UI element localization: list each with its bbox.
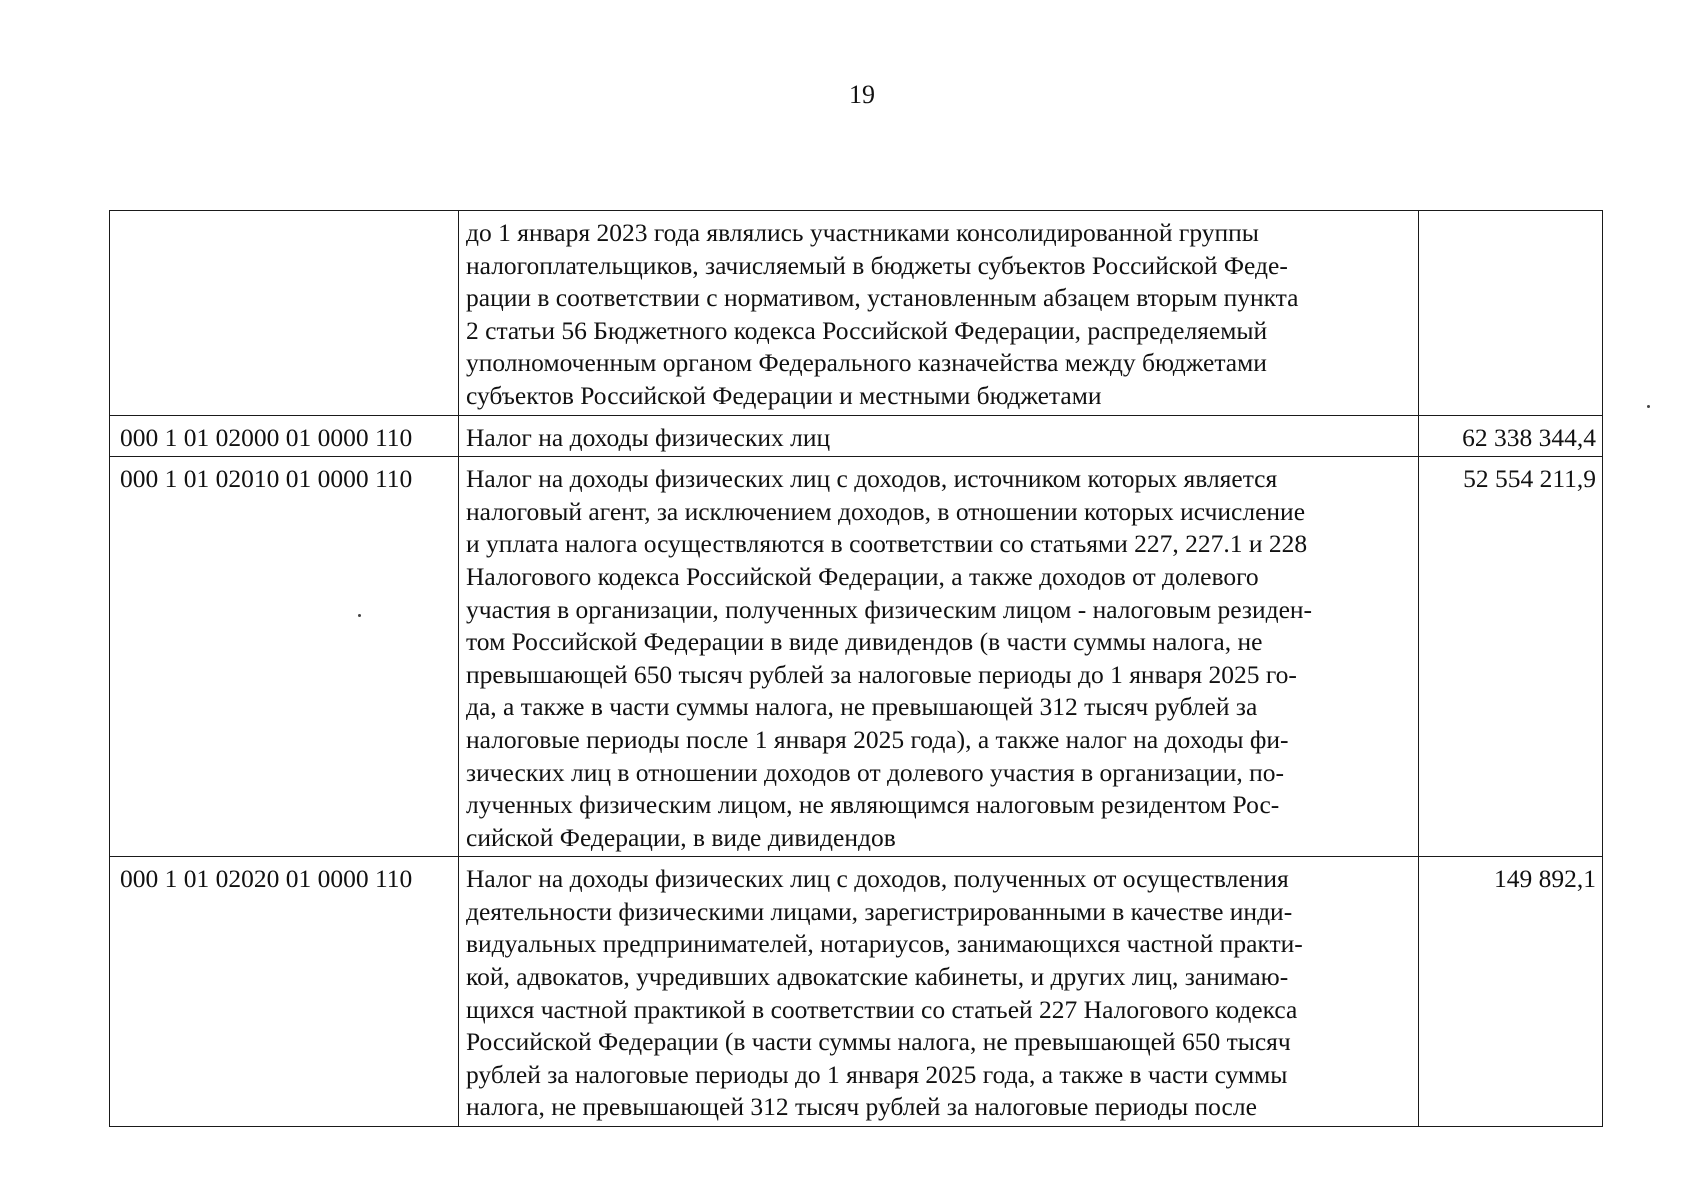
text-line: сийской Федерации, в виде дивидендов — [466, 822, 896, 852]
text-line: налоговый агент, за исключением доходов, в отношении которых исчисление — [466, 496, 1306, 526]
amount: 149 892,1 — [1419, 857, 1603, 1127]
text-line: том Российской Федерации в виде дивидендов (в части суммы налога, не — [466, 627, 1263, 657]
text-line: зических лиц в отношении доходов от долевого участия в организации, по- — [466, 757, 1285, 787]
text-line: уполномоченным органом Федерального казначейства между бюджетами — [466, 348, 1267, 378]
amount: 52 554 211,9 — [1419, 457, 1603, 857]
revenue-name — [459, 457, 1419, 857]
text-line: участия в организации, полученных физическим лицом - налоговым резиден- — [466, 594, 1313, 624]
revenue-name — [459, 857, 1419, 1127]
text-line: Налог на доходы физических лиц с доходов, источником которых является — [466, 464, 1278, 494]
text-line: лученных физическим лицом, не являющимся налоговым резидентом Рос- — [466, 790, 1280, 820]
classification-code: 000 1 01 02000 01 0000 110 — [110, 415, 459, 457]
text-line: превышающей 650 тысяч рублей за налоговые периоды до 1 января 2025 го- — [466, 659, 1297, 689]
text-line: Налог на доходы физических лиц — [466, 422, 831, 452]
text-line: и уплата налога осуществляются в соответствии со статьями 227, 227.1 и 228 — [466, 529, 1308, 559]
classification-code — [110, 211, 459, 416]
page-number: 19 — [849, 80, 875, 109]
text-line: Налог на доходы физических лиц с доходов, полученных от осуществления — [466, 864, 1289, 894]
amount — [1419, 211, 1603, 416]
text-line: кой, адвокатов, учредивших адвокатские кабинеты, и других лиц, занимаю- — [466, 962, 1289, 992]
classification-code: 000 1 01 02010 01 0000 110 — [110, 457, 459, 857]
text-line: 2 статьи 56 Бюджетного кодекса Российской Федерации, распределяемый — [466, 315, 1268, 345]
table-row — [110, 415, 1603, 457]
revenue-name — [459, 211, 1419, 416]
table-row — [110, 857, 1603, 1127]
text-line: субъектов Российской Федерации и местными бюджетами — [466, 380, 1102, 410]
text-line: до 1 января 2023 года являлись участниками консолидированной группы — [466, 218, 1259, 247]
scan-speck — [358, 614, 361, 617]
budget-revenue-table — [109, 210, 1603, 1127]
table-row — [110, 457, 1603, 857]
amount: 62 338 344,4 — [1419, 415, 1603, 457]
table-row — [110, 211, 1603, 416]
text-line: налоговые периоды после 1 января 2025 года), а также налог на доходы фи- — [466, 724, 1289, 754]
classification-code: 000 1 01 02020 01 0000 110 — [110, 857, 459, 1127]
text-line: налога, не превышающей 312 тысяч рублей за налоговые периоды после — [466, 1092, 1257, 1122]
text-line: Российской Федерации (в части суммы налога, не превышающей 650 тысяч — [466, 1027, 1291, 1057]
text-line: видуальных предпринимателей, нотариусов, занимающихся частной практи- — [466, 929, 1303, 959]
text-line: щихся частной практикой в соответствии со статьей 227 Налогового кодекса — [466, 994, 1298, 1024]
text-line: рублей за налоговые периоды до 1 января 2025 года, а также в части суммы — [466, 1059, 1288, 1089]
text-line: да, а также в части суммы налога, не превышающей 312 тысяч рублей за — [466, 692, 1258, 722]
text-line: Налогового кодекса Российской Федерации, а также доходов от долевого — [466, 561, 1259, 591]
revenue-name — [459, 415, 1419, 457]
text-line: налогоплательщиков, зачисляемый в бюджеты субъектов Российской Феде- — [466, 250, 1288, 280]
text-line: рации в соответствии с нормативом, установленным абзацем вторым пункта — [466, 283, 1299, 313]
text-line: деятельности физическими лицами, зарегистрированными в качестве инди- — [466, 896, 1293, 926]
scan-speck — [1647, 405, 1650, 408]
